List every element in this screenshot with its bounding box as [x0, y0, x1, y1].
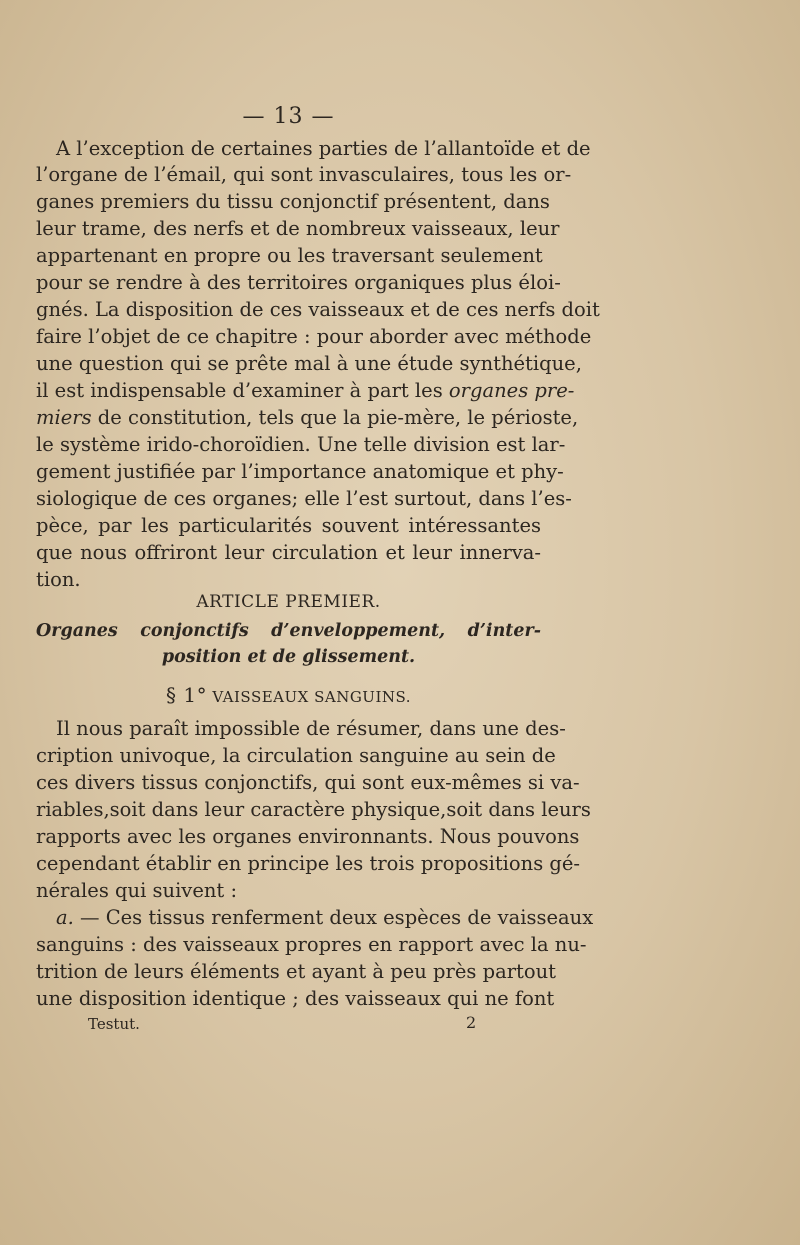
- article-heading: ARTICLE PREMIER.: [196, 592, 381, 612]
- text-line: une disposition identique ; des vaisseaux qui ne font: [36, 987, 555, 1010]
- text-line: l’organe de l’émail, qui sont invasculaires, tous les or-: [36, 163, 572, 186]
- text-line: ces divers tissus conjonctifs, qui sont eux-mêmes si va-: [36, 771, 580, 794]
- text-line: siologique de ces organes; elle l’est surtout, dans l’es-: [36, 487, 572, 510]
- italic-text: organes pre-: [448, 379, 575, 402]
- text-line: pèce, par les particularités souvent intéressantes: [36, 514, 541, 537]
- text-line: une question qui se prête mal à une étude synthétique,: [36, 352, 582, 375]
- text-run: il est indispensable d’examiner à part les: [36, 379, 449, 402]
- signature-mark: 2: [466, 1013, 477, 1032]
- text-line: gement justifiée par l’importance anatomique et phy-: [36, 460, 564, 483]
- footer-author: Testut.: [88, 1015, 140, 1033]
- text-line: appartenant en propre ou les traversant seulement: [36, 244, 543, 267]
- text-line: [36, 378, 575, 404]
- text-line: leur trame, des nerfs et de nombreux vaisseaux, leur: [36, 217, 560, 240]
- text-line: faire l’objet de ce chapitre : pour aborder avec méthode: [36, 325, 592, 348]
- section-title: VAISSEAUX SANGUINS.: [212, 688, 412, 706]
- text-line: [36, 405, 579, 431]
- text-line: trition de leurs éléments et ayant à peu près partout: [36, 960, 556, 983]
- section-symbol: § 1°: [165, 683, 208, 707]
- text-line: [56, 905, 594, 931]
- text-line: gnés. La disposition de ces vaisseaux et de ces nerfs doit: [36, 298, 600, 321]
- list-label: a.: [56, 906, 74, 929]
- text-line: A l’exception de certaines parties de l’allantoïde et de: [56, 137, 591, 160]
- text-line: cription univoque, la circulation sanguine au sein de: [36, 744, 556, 767]
- text-line: pour se rendre à des territoires organiques plus éloi-: [36, 271, 561, 294]
- text-line: tion.: [36, 568, 81, 591]
- text-line: nérales qui suivent :: [36, 879, 238, 902]
- page-number: — 13 —: [242, 104, 335, 129]
- article-subtitle: position et de glissement.: [161, 647, 416, 667]
- text-line: Il nous paraît impossible de résumer, dans une des-: [56, 717, 566, 740]
- article-subtitle: Organes conjonctifs d’enveloppement, d’inter-: [36, 621, 541, 641]
- text-line: riables,soit dans leur caractère physique,soit dans leurs: [36, 798, 591, 821]
- text-line: sanguins : des vaisseaux propres en rapport avec la nu-: [36, 933, 587, 956]
- text-line: cependant établir en principe les trois propositions gé-: [36, 852, 581, 875]
- text-line: que nous offriront leur circulation et leur innerva-: [36, 541, 541, 564]
- text-run: de constitution, tels que la pie-mère, le périoste,: [91, 406, 579, 429]
- section-heading: [0, 683, 577, 707]
- text-line: ganes premiers du tissu conjonctif présentent, dans: [36, 190, 550, 213]
- text-run: — Ces tissus renferment deux espèces de vaisseaux: [73, 906, 594, 929]
- text-line: rapports avec les organes environnants. Nous pouvons: [36, 825, 580, 848]
- italic-text: miers: [36, 406, 92, 429]
- text-line: le système irido-choroïdien. Une telle division est lar-: [36, 433, 566, 456]
